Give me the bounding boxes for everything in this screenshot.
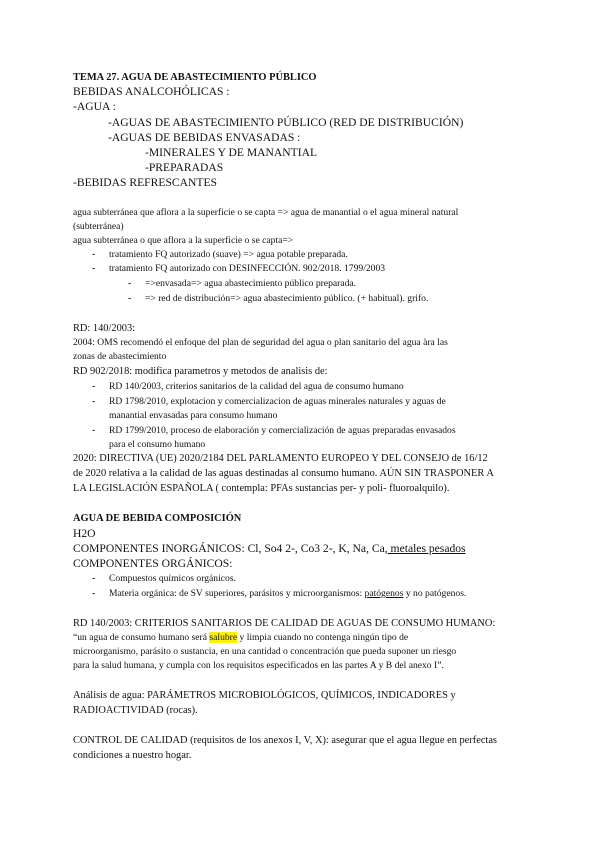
criteria-heading: RD 140/2003: CRITERIOS SANITARIOS DE CALIDAD DE AGUAS DE CONSUMO HUMANO:	[73, 618, 496, 629]
origin-bullet-1: tratamiento FQ autorizado (suave) => agua potable preparada.	[109, 249, 348, 260]
bullet-dash: -	[128, 293, 132, 304]
legislation-bullet-2b: manantial envasadas para consumo humano	[109, 410, 278, 421]
legislation-bullet-3b: para el consumo humano	[109, 439, 206, 450]
organic-matter-text: Materia orgánica: de SV superiores, parásitos y microorganismos:	[109, 588, 363, 599]
bullet-dash: -	[128, 278, 132, 289]
criteria-quote-2: microorganismo, parásito o sustancia, en una cantidad o concentración que pueda suponer un riesgo	[73, 646, 457, 657]
classification-preparadas: -PREPARADAS	[145, 161, 224, 174]
classification-envasadas: -AGUAS DE BEBIDAS ENVASADAS :	[108, 131, 301, 144]
composition-organic: COMPONENTES ORGÁNICOS:	[73, 557, 233, 570]
composition-bullet-2	[109, 587, 466, 601]
quality-line-2: condiciones a nuestro hogar.	[73, 750, 192, 761]
document-title: TEMA 27. AGUA DE ABASTECIMIENTO PÚBLICO	[73, 72, 317, 83]
quote-continue: y limpia cuando no contenga ningún tipo de	[237, 632, 409, 643]
quality-line-1: CONTROL DE CALIDAD (requisitos de los anexos I, V, X): asegurar que el agua llegue en perfectas	[73, 735, 497, 746]
bullet-dash: -	[92, 573, 96, 584]
analysis-line-2: RADIOACTIVIDAD (rocas).	[73, 705, 198, 716]
bullet-dash: -	[92, 396, 96, 407]
composition-inorganic	[73, 542, 466, 556]
legislation-rd: RD: 140/2003:	[73, 323, 136, 334]
organic-matter-tail: y no patógenos.	[403, 588, 467, 599]
bullet-dash: -	[92, 381, 96, 392]
legislation-rd902: RD 902/2018: modifica parametros y metodos de analisis de:	[73, 366, 328, 377]
composition-heading: AGUA DE BEBIDA COMPOSICIÓN	[73, 513, 242, 524]
origin-bullet-2: tratamiento FQ autorizado con DESINFECCIÓN. 902/2018. 1799/2003	[109, 263, 386, 274]
bullet-dash: -	[92, 249, 96, 260]
salubre-highlight: salubre	[209, 632, 238, 643]
origin-sub-bullet-2: => red de distribución=> agua abastecimiento público. (+ habitual). grifo.	[145, 293, 429, 304]
origin-sub-bullet-1: =>envasada=> agua abastecimiento público preparada.	[145, 278, 357, 289]
composition-bullet-1: Compuestos químicos orgánicos.	[109, 573, 236, 584]
classification-minerales: -MINERALES Y DE MANANTIAL	[145, 146, 318, 159]
analysis-line-1: Análisis de agua: PARÁMETROS MICROBIOLÓGICOS, QUÍMICOS, INDICADORES y	[73, 690, 456, 701]
classification-abastecimiento: -AGUAS DE ABASTECIMIENTO PÚBLICO (RED DE DISTRIBUCIÓN)	[108, 116, 464, 129]
bullet-dash: -	[92, 425, 96, 436]
heavy-metals-underlined: metales pesados	[387, 542, 466, 555]
criteria-quote-3: para la salud humana, y cumpla con los requisitos especificados en las partes A y B del anexo I”.	[73, 660, 444, 671]
origin-line-3: agua subterránea o que aflora a la superficie o se capta=>	[73, 235, 294, 246]
classification-heading: BEBIDAS ANALCOHÓLICAS :	[73, 85, 230, 98]
bullet-dash: -	[92, 588, 96, 599]
origin-line-2: (subterránea)	[73, 221, 124, 232]
composition-h2o: H2O	[73, 527, 96, 540]
inorganic-label: COMPONENTES INORGÁNICOS: Cl, So4 2-, Co3 2-, K, Na, Ca,	[73, 542, 388, 555]
legislation-bullet-2a: RD 1798/2010, explotacion y comercializacion de aguas minerales naturales y aguas de	[109, 396, 446, 407]
legislation-oms-1: 2004: OMS recomendó el enfoque del plan de seguridad del agua o plan sanitario del agua àra las	[73, 337, 448, 348]
bullet-dash: -	[92, 263, 96, 274]
legislation-oms-2: zonas de abastecimiento	[73, 351, 167, 362]
directive-line-2: de 2020 relativa a la calidad de las aguas destinadas al consumo humano. AÚN SIN TRASPONER A	[73, 468, 494, 479]
classification-agua: -AGUA :	[73, 100, 116, 113]
origin-line-1: agua subterránea que aflora a la superficie o se capta => agua de manantial o el agua mineral natural	[73, 207, 459, 218]
pathogens-underlined: patógenos	[364, 588, 404, 599]
directive-line-1: 2020: DIRECTIVA (UE) 2020/2184 DEL PARLAMENTO EUROPEO Y DEL CONSEJO de 16/12	[73, 453, 488, 464]
quote-start: “un agua de consumo humano será	[73, 632, 210, 643]
classification-refrescantes: -BEBIDAS REFRESCANTES	[73, 176, 217, 189]
criteria-quote-1	[73, 631, 408, 645]
directive-line-3: LA LEGISLACIÓN ESPAÑOLA ( contempla: PFAs sustancias per- y poli- fluoroalquilo).	[73, 483, 450, 494]
legislation-bullet-3a: RD 1799/2010, proceso de elaboración y comercialización de aguas preparadas envasados	[109, 425, 456, 436]
legislation-bullet-1: RD 140/2003, criterios sanitarios de la calidad del agua de consumo humano	[109, 381, 404, 392]
